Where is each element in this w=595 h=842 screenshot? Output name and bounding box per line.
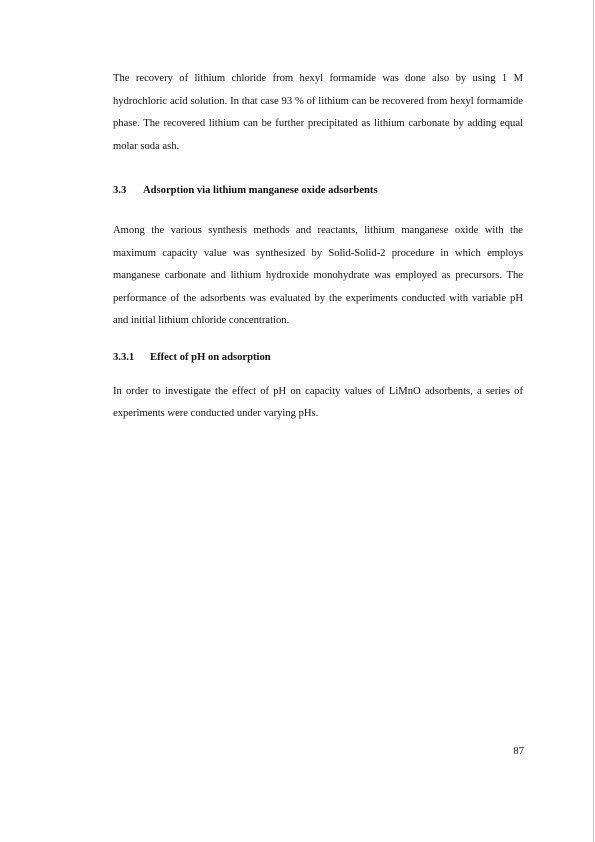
section-title: Adsorption via lithium manganese oxide adsorbents	[143, 185, 378, 197]
page-edge-rule	[593, 0, 594, 842]
section-heading-3-3	[113, 180, 523, 203]
paragraph-ph-effect: In order to investigate the effect of pH on capacity values of LiMnO adsorbents, a series of experiments were conducted under varying pHs.	[113, 385, 523, 420]
paragraph-synthesis: Among the various synthesis methods and reactants, lithium manganese oxide with the maximum capacity value was synthesized by Solid-Solid-2 procedure in which employs manganese carbonate and lithium hydroxide monohydrate was employed as precursors. The performance of the adsorbents was evaluated by the experiments conducted with variable pH and initial lithium chloride concentration.	[113, 224, 523, 327]
section-heading-3-3-1	[113, 347, 523, 370]
page-body	[113, 68, 523, 426]
paragraph-lithium-recovery: The recovery of lithium chloride from hexyl formamide was done also by using 1 M hydrochloric acid solution. In that case 93 % of lithium can be recovered from hexyl formamide phase. The recovered lithium can be further precipitated as lithium carbonate by adding equal molar soda ash.	[113, 73, 523, 152]
section-number: 3.3	[113, 185, 127, 197]
section-title: Effect of pH on adsorption	[150, 351, 271, 363]
section-number: 3.3.1	[113, 351, 135, 363]
page-number: 87	[513, 746, 524, 757]
